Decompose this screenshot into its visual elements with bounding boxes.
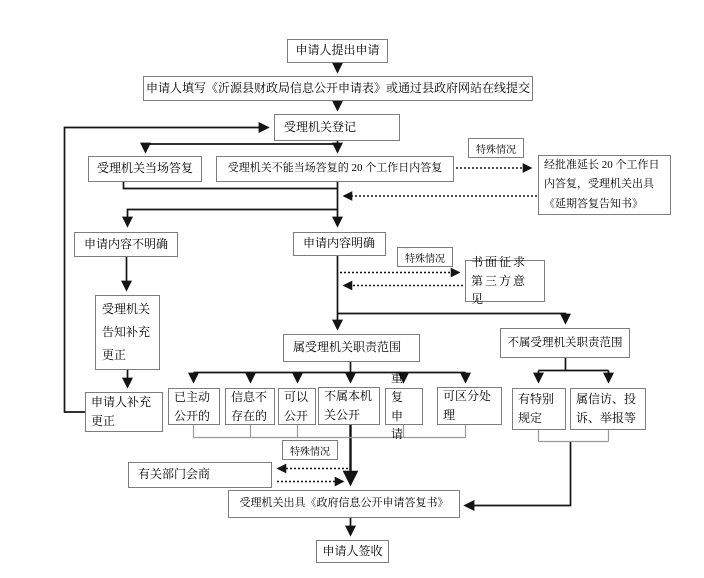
node-special-rules: 有特别规定 — [512, 388, 566, 430]
node-applicant-supplement: 申请人补充更正 — [85, 392, 163, 432]
node-fill-form: 申请人填写《沂源县财政局信息公开申请表》或通过县政府网站在线提交 — [143, 76, 533, 101]
node-already-public: 已主动公开的 — [168, 388, 220, 425]
node-reply-20days: 受理机关不能当场答复的 20 个工作日内答复 — [216, 156, 454, 182]
node-dept-consult: 有关部门会商 — [128, 462, 272, 488]
special-case-label-2: 特殊情况 — [397, 247, 453, 267]
node-onsite-reply: 受理机关当场答复 — [88, 156, 202, 182]
node-repeat-apply: 重复申请 — [385, 388, 423, 425]
node-content-clear: 申请内容明确 — [293, 232, 386, 256]
node-third-party: 书面征求第三方意见 — [465, 260, 545, 302]
node-separable: 可区分处理 — [437, 387, 502, 425]
node-applicant-submit: 申请人提出申请 — [287, 39, 388, 63]
node-content-unclear: 申请内容不明确 — [74, 232, 178, 257]
node-register: 受理机关登记 — [274, 114, 400, 141]
node-applicant-sign: 申请人签收 — [316, 540, 389, 563]
node-notify-supplement: 受理机关告知补充更正 — [95, 295, 160, 370]
node-info-not-exist: 信息不存在的 — [225, 388, 275, 425]
node-petition: 属信访、投诉、举报等 — [570, 388, 646, 430]
node-extension: 经批准延长 20 个工作日内答复，受理机关出具《延期答复告知书》 — [538, 155, 671, 215]
special-case-label-1: 特殊情况 — [468, 138, 524, 158]
node-in-scope: 属受理机关职责范围 — [283, 334, 420, 362]
node-out-of-scope: 不属受理机关职责范围 — [500, 328, 630, 358]
special-case-label-3: 特殊情况 — [282, 440, 338, 460]
node-issue-reply: 受理机关出具《政府信息公开申请答复书》 — [228, 490, 460, 518]
node-can-public: 可以公开 — [278, 388, 316, 425]
node-not-this-organ: 不属本机关公开 — [318, 387, 380, 425]
